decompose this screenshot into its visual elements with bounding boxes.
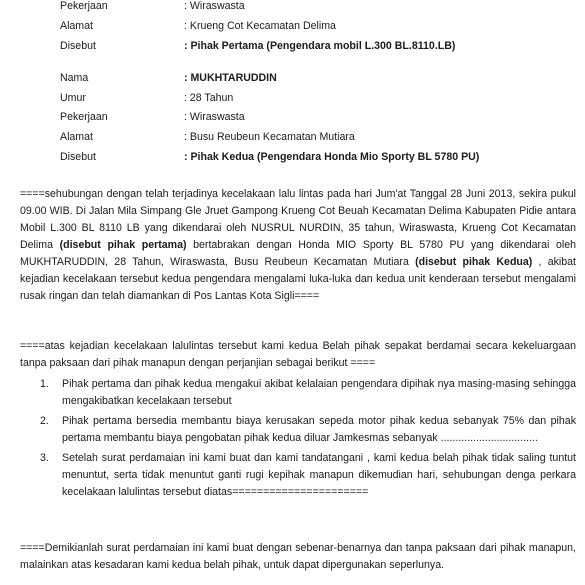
field-label: Disebut (60, 40, 96, 52)
incident-paragraph (20, 186, 576, 305)
field-value: : Wiraswasta (184, 111, 245, 123)
field-label: Alamat (60, 131, 93, 143)
closing-paragraph (20, 540, 576, 574)
field-value: : Wiraswasta (184, 0, 245, 12)
paragraph-text: ====atas kejadian kecelakaan lalulintas tersebut kami kedua Belah pihak sepakat berdamai secara kekeluargaan tanpa paksaan dari pihak manapun dengan perjanjian sebagai berikut ==== (20, 340, 576, 369)
field-label: Disebut (60, 151, 96, 163)
list-number: 2. (40, 415, 49, 427)
field-value: : Krueng Cot Kecamatan Delima (184, 20, 336, 32)
party1-designation-row (0, 38, 585, 54)
paragraph-text: , akibat kejadian kecelakaan tersebut kedua pengendara mengalami luka-luka dan kedua unit kenderaan tersebut mengalami rusak ringan dan telah diamankan di Pos Lantas Kota Sigli==== (20, 256, 576, 302)
party2-address-row (0, 129, 585, 145)
field-value: : 28 Tahun (184, 92, 234, 104)
paragraph-text: ====sehubungan dengan telah terjadinya kecelakaan lalu lintas pada hari Jum'at Tanggal 28 Juni 2013, sekira pukul 09.00 WIB. Di Jalan Mila Simpang Gle Jruet Gampong Krueng Cot Beuah Kecamatan Delima Kabupaten Pidie antara Mobil L.300 BL 8110 LB yang dikendarai oleh NUSRUL NURDIN, 35 tahun, Wiraswasta, Krueng Cot Kecamatan Delima (20, 188, 576, 251)
list-text: Pihak pertama dan pihak kedua mengakui akibat kelalaian pengendara dipihak nya masing-masing sehingga mengakibatkan kecelakaan tersebut (62, 378, 576, 407)
list-number: 1. (40, 378, 49, 390)
party1-address-row (0, 18, 585, 34)
list-text: Setelah surat perdamaian ini kami buat dan kami tandatangani , kami kedua belah pihak tidak saling tuntut menuntut, serta tidak menuntut ganti rugi kepihak manapun dikemudian hari, sehubungan denga perkara kecelakaan lalulintas tersebut diatas====================== (62, 452, 576, 498)
field-value: : Busu Reubeun Kecamatan Mutiara (184, 131, 355, 143)
field-label: Pekerjaan (60, 111, 108, 123)
party2-designation-row (0, 149, 585, 165)
field-value: : MUKHTARUDDIN (184, 72, 277, 84)
field-label: Nama (60, 72, 89, 84)
list-item (20, 413, 576, 447)
field-value: : Pihak Kedua (Pengendara Honda Mio Sporty BL 5780 PU) (184, 151, 480, 163)
agreement-terms-list (20, 376, 576, 504)
field-label: Alamat (60, 20, 93, 32)
list-item (20, 450, 576, 501)
party1-occupation-row (0, 0, 585, 14)
party2-age-row (0, 90, 585, 106)
field-label: Umur (60, 92, 86, 104)
party2-name-row (0, 70, 585, 86)
party1-tag: (disebut pihak pertama) (59, 239, 187, 251)
field-value: : Pihak Pertama (Pengendara mobil L.300 BL.8110.LB) (184, 40, 456, 52)
agreement-intro-paragraph (20, 338, 576, 372)
party2-tag: (disebut pihak Kedua) (415, 256, 533, 268)
field-label: Pekerjaan (60, 0, 108, 12)
paragraph-text: bertabrakan dengan Honda MIO Sporty BL 5780 PU yang dikendarai oleh MUKHTARUDDIN, 28 Tahun, Wiraswasta, Busu Reubeun Kecamatan Mutiara (20, 239, 576, 268)
list-number: 3. (40, 452, 49, 464)
paragraph-text: ====Demikianlah surat perdamaian ini kami buat dengan sebenar-benarnya dan tanpa paksaan dari pihak manapun, malainkan atas kesadaran kami kedua belah pihak, untuk dapat dipergunakan seperlunya. (20, 542, 576, 571)
party2-occupation-row (0, 109, 585, 125)
list-item (20, 376, 576, 410)
list-text: Pihak pertama bersedia membantu biaya kerusakan sepeda motor pihak kedua sebanyak 75% dan pihak pertama membantu biaya pengobatan pihak kedua diluar Jamkesmas sebanyak ................................. (62, 415, 576, 444)
